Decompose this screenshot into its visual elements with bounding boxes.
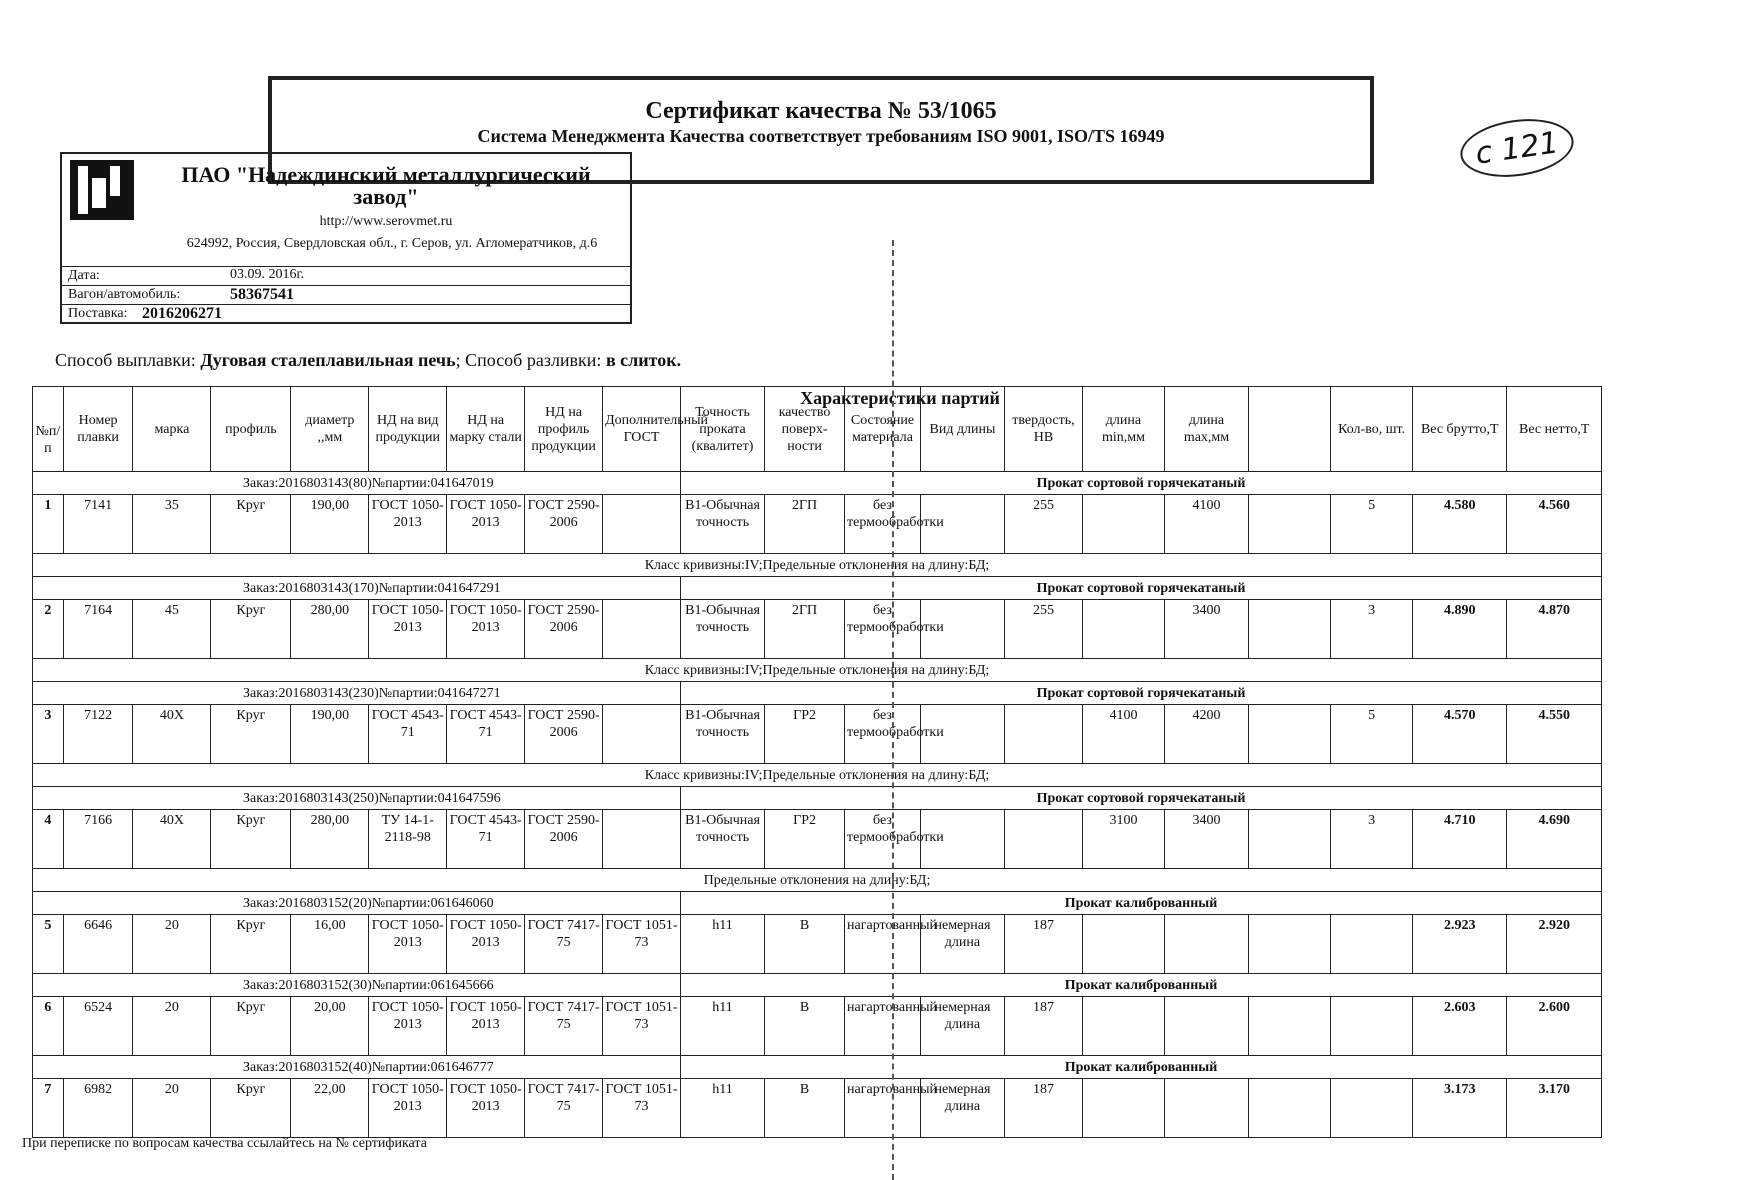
wagon-value: 58367541 <box>230 286 294 303</box>
data-cell: 40Х <box>133 705 211 764</box>
data-cell: 4.570 <box>1413 705 1507 764</box>
data-cell: 20 <box>133 997 211 1056</box>
data-cell: 5 <box>33 915 64 974</box>
data-cell: Круг <box>211 705 291 764</box>
fold-line <box>892 240 894 1180</box>
data-cell <box>603 705 681 764</box>
header-cell: твердость, НВ <box>1005 387 1083 472</box>
data-cell: без термообработки <box>845 600 921 659</box>
data-cell <box>1331 1079 1413 1138</box>
header-cell: Точность проката (квалитет) <box>680 387 764 472</box>
data-cell: 4100 <box>1164 495 1248 554</box>
order-cell: Заказ:2016803152(40)№партии:061646777 <box>33 1056 681 1079</box>
data-cell <box>603 600 681 659</box>
data-cell: 6524 <box>63 997 133 1056</box>
data-cell: ГОСТ 1051-73 <box>603 1079 681 1138</box>
data-cell: 187 <box>1005 997 1083 1056</box>
data-cell: ГОСТ 4543-71 <box>447 810 525 869</box>
header-cell: Вес нетто,Т <box>1507 387 1602 472</box>
data-cell: ГОСТ 1050-2013 <box>369 600 447 659</box>
table-row <box>33 1079 1602 1138</box>
data-cell <box>603 495 681 554</box>
data-cell: 3.173 <box>1413 1079 1507 1138</box>
note-row <box>33 869 1602 892</box>
header-cell: диаметр ,,мм <box>291 387 369 472</box>
data-cell: ГОСТ 1050-2013 <box>447 997 525 1056</box>
data-cell: 35 <box>133 495 211 554</box>
company-logo-icon <box>70 160 134 220</box>
data-cell <box>1249 915 1331 974</box>
product-type-cell: Прокат калиброванный <box>680 1056 1601 1079</box>
data-cell: 20 <box>133 915 211 974</box>
table-row <box>33 810 1602 869</box>
data-cell: h11 <box>680 997 764 1056</box>
data-cell: ГОСТ 1050-2013 <box>369 915 447 974</box>
date-value: 03.09. 2016г. <box>230 267 305 282</box>
data-cell: Круг <box>211 810 291 869</box>
order-cell: Заказ:2016803143(230)№партии:041647271 <box>33 682 681 705</box>
data-cell: 7 <box>33 1079 64 1138</box>
data-cell <box>1249 495 1331 554</box>
data-cell: ГОСТ 2590-2006 <box>525 600 603 659</box>
data-cell <box>1331 997 1413 1056</box>
data-cell: ГОСТ 2590-2006 <box>525 810 603 869</box>
data-cell: B1-Обычная точность <box>680 810 764 869</box>
order-row <box>33 787 1602 810</box>
data-cell: ГОСТ 2590-2006 <box>525 495 603 554</box>
data-cell <box>1331 915 1413 974</box>
data-cell <box>1249 997 1331 1056</box>
data-cell <box>1082 997 1164 1056</box>
data-cell: 2 <box>33 600 64 659</box>
note-row <box>33 554 1602 577</box>
data-cell: ГОСТ 7417-75 <box>525 997 603 1056</box>
data-cell: 280,00 <box>291 810 369 869</box>
data-cell: 3400 <box>1164 600 1248 659</box>
data-cell: ТУ 14-1-2118-98 <box>369 810 447 869</box>
order-row <box>33 682 1602 705</box>
order-row <box>33 472 1602 495</box>
table-title: Характеристики партий <box>800 388 1000 408</box>
data-cell <box>1082 600 1164 659</box>
data-cell: 2ГП <box>765 495 845 554</box>
data-cell: 187 <box>1005 1079 1083 1138</box>
data-cell: нагартованный <box>845 915 921 974</box>
data-cell <box>1164 997 1248 1056</box>
data-cell: 280,00 <box>291 600 369 659</box>
company-address: 624992, Россия, Свердловская обл., г. Серов, ул. Агломератчиков, д.6 <box>186 236 598 251</box>
note-cell: Предельные отклонения на длину:БД; <box>33 869 1602 892</box>
data-cell: ГОСТ 1050-2013 <box>369 997 447 1056</box>
data-cell: 190,00 <box>291 495 369 554</box>
data-cell <box>1249 705 1331 764</box>
data-cell <box>1005 810 1083 869</box>
data-cell <box>1249 1079 1331 1138</box>
company-url: http://www.serovmet.ru <box>319 214 453 229</box>
melting-method <box>55 350 681 371</box>
header-cell: Состояние материала <box>845 387 921 472</box>
data-cell: 4200 <box>1164 705 1248 764</box>
data-cell <box>1082 1079 1164 1138</box>
data-cell: ГОСТ 1051-73 <box>603 997 681 1056</box>
data-cell: 4.890 <box>1413 600 1507 659</box>
header-cell: качество поверх-ности <box>765 387 845 472</box>
order-row <box>33 577 1602 600</box>
header-cell: профиль <box>211 387 291 472</box>
table-row <box>33 705 1602 764</box>
batch-characteristics-table <box>32 386 1602 1138</box>
data-cell: ГОСТ 1050-2013 <box>447 915 525 974</box>
data-cell: 4 <box>33 810 64 869</box>
data-cell: Круг <box>211 915 291 974</box>
table-row <box>33 915 1602 974</box>
data-cell: 2ГП <box>765 600 845 659</box>
data-cell: h11 <box>680 1079 764 1138</box>
data-cell: В <box>765 997 845 1056</box>
data-cell: 3 <box>1331 810 1413 869</box>
product-type-cell: Прокат сортовой горячекатаный <box>680 682 1601 705</box>
note-cell: Класс кривизны:IV;Предельные отклонения на длину:БД; <box>33 764 1602 787</box>
data-cell: 20 <box>133 1079 211 1138</box>
data-cell: B1-Обычная точность <box>680 600 764 659</box>
method-label-1: Способ выплавки: <box>55 350 201 370</box>
data-cell: 4.560 <box>1507 495 1602 554</box>
wagon-label: Вагон/автомобиль: <box>68 287 181 302</box>
data-cell: 2.923 <box>1413 915 1507 974</box>
delivery-value: 2016206271 <box>142 305 222 322</box>
header-cell: НД на профиль продукции <box>525 387 603 472</box>
data-cell: 5 <box>1331 495 1413 554</box>
data-cell: ГР2 <box>765 705 845 764</box>
data-cell: ГР2 <box>765 810 845 869</box>
header-cell: Вид длины <box>920 387 1004 472</box>
header-cell: Дополнительный ГОСТ <box>603 387 681 472</box>
data-cell: 2.600 <box>1507 997 1602 1056</box>
data-cell: 2.603 <box>1413 997 1507 1056</box>
data-cell: 4.550 <box>1507 705 1602 764</box>
data-cell: В <box>765 915 845 974</box>
product-type-cell: Прокат сортовой горячекатаный <box>680 577 1601 600</box>
data-cell: ГОСТ 2590-2006 <box>525 705 603 764</box>
method-value-2: в слиток. <box>605 350 682 370</box>
data-cell: нагартованный <box>845 1079 921 1138</box>
data-cell <box>1082 495 1164 554</box>
data-cell: 3 <box>1331 600 1413 659</box>
product-type-cell: Прокат калиброванный <box>680 892 1601 915</box>
data-cell: 7166 <box>63 810 133 869</box>
data-cell: Круг <box>211 997 291 1056</box>
delivery-row <box>62 304 630 324</box>
data-cell: ГОСТ 4543-71 <box>447 705 525 764</box>
data-cell: 16,00 <box>291 915 369 974</box>
note-row <box>33 764 1602 787</box>
data-cell: без термообработки <box>845 495 921 554</box>
data-cell: ГОСТ 7417-75 <box>525 1079 603 1138</box>
data-cell: B1-Обычная точность <box>680 495 764 554</box>
note-cell: Класс кривизны:IV;Предельные отклонения на длину:БД; <box>33 659 1602 682</box>
product-type-cell: Прокат сортовой горячекатаный <box>680 787 1601 810</box>
order-cell: Заказ:2016803143(170)№партии:041647291 <box>33 577 681 600</box>
data-cell: 4100 <box>1082 705 1164 764</box>
data-cell <box>1005 705 1083 764</box>
data-cell: 255 <box>1005 495 1083 554</box>
certificate-title: Сертификат качества № 53/1065 <box>645 98 997 124</box>
data-cell: 6982 <box>63 1079 133 1138</box>
data-cell: ГОСТ 1050-2013 <box>369 1079 447 1138</box>
data-cell: ГОСТ 4543-71 <box>369 705 447 764</box>
data-cell: B1-Обычная точность <box>680 705 764 764</box>
data-cell: 4.690 <box>1507 810 1602 869</box>
data-cell: 7164 <box>63 600 133 659</box>
data-cell: 3.170 <box>1507 1079 1602 1138</box>
data-cell <box>1164 915 1248 974</box>
data-cell: 6 <box>33 997 64 1056</box>
data-cell: 4.870 <box>1507 600 1602 659</box>
data-cell: Круг <box>211 495 291 554</box>
data-cell: 5 <box>1331 705 1413 764</box>
data-cell: ГОСТ 1050-2013 <box>447 600 525 659</box>
data-cell: 190,00 <box>291 705 369 764</box>
product-type-cell: Прокат калиброванный <box>680 974 1601 997</box>
method-value-1: Дуговая сталеплавильная печь <box>200 350 456 370</box>
data-cell: 3100 <box>1082 810 1164 869</box>
data-cell: 7141 <box>63 495 133 554</box>
footer-note: При переписке по вопросам качества ссылайтесь на № сертификата <box>22 1136 427 1151</box>
product-type-cell: Прокат сортовой горячекатаный <box>680 472 1601 495</box>
data-cell <box>1082 915 1164 974</box>
data-cell: ГОСТ 1050-2013 <box>447 495 525 554</box>
wagon-row <box>62 285 630 305</box>
data-cell <box>1249 600 1331 659</box>
header-cell: №п/п <box>33 387 64 472</box>
data-cell <box>603 810 681 869</box>
data-cell: ГОСТ 1051-73 <box>603 915 681 974</box>
data-cell: 255 <box>1005 600 1083 659</box>
delivery-label: Поставка: <box>68 306 128 321</box>
order-cell: Заказ:2016803152(20)№партии:061646060 <box>33 892 681 915</box>
data-cell: 7122 <box>63 705 133 764</box>
data-cell: 20,00 <box>291 997 369 1056</box>
order-cell: Заказ:2016803143(80)№партии:041647019 <box>33 472 681 495</box>
data-cell: Круг <box>211 1079 291 1138</box>
data-cell: h11 <box>680 915 764 974</box>
data-cell: В <box>765 1079 845 1138</box>
date-label: Дата: <box>68 268 100 283</box>
data-cell: 40Х <box>133 810 211 869</box>
certificate-subtitle: Система Менеджмента Качества соответствует требованиям ISO 9001, ISO/TS 16949 <box>477 126 1165 146</box>
date-row <box>62 266 630 286</box>
method-label-2: ; Способ разливки: <box>455 350 606 370</box>
data-cell: 1 <box>33 495 64 554</box>
data-cell: нагартованный <box>845 997 921 1056</box>
data-cell: 3400 <box>1164 810 1248 869</box>
data-cell: без термообработки <box>845 810 921 869</box>
header-cell: НД на вид продукции <box>369 387 447 472</box>
header-cell: Вес брутто,Т <box>1413 387 1507 472</box>
table-row <box>33 600 1602 659</box>
data-cell: 187 <box>1005 915 1083 974</box>
data-cell: без термообработки <box>845 705 921 764</box>
table-row <box>33 997 1602 1056</box>
note-cell: Класс кривизны:IV;Предельные отклонения на длину:БД; <box>33 554 1602 577</box>
data-cell: 4.710 <box>1413 810 1507 869</box>
company-name: ПАО "Надеждинский металлургический завод" <box>181 162 591 209</box>
data-cell: немерная длина <box>920 915 1004 974</box>
company-box <box>60 152 632 324</box>
data-cell: Круг <box>211 600 291 659</box>
order-row <box>33 1056 1602 1079</box>
data-cell: ГОСТ 7417-75 <box>525 915 603 974</box>
data-cell: немерная длина <box>920 997 1004 1056</box>
header-cell: НД на марку стали <box>447 387 525 472</box>
data-cell <box>1249 810 1331 869</box>
data-cell: 4.580 <box>1413 495 1507 554</box>
handwritten-stamp: c 121 <box>1457 112 1578 183</box>
header-cell: Номер плавки <box>63 387 133 472</box>
header-cell: длина min,мм <box>1082 387 1164 472</box>
order-cell: Заказ:2016803152(30)№партии:061645666 <box>33 974 681 997</box>
data-cell: немерная длина <box>920 1079 1004 1138</box>
header-cell: марка <box>133 387 211 472</box>
data-cell: 6646 <box>63 915 133 974</box>
header-cell: длина max,мм <box>1164 387 1248 472</box>
order-row <box>33 974 1602 997</box>
data-cell: 45 <box>133 600 211 659</box>
note-row <box>33 659 1602 682</box>
data-cell: 22,00 <box>291 1079 369 1138</box>
data-cell: ГОСТ 1050-2013 <box>369 495 447 554</box>
header-cell: Кол-во, шт. <box>1331 387 1413 472</box>
table-row <box>33 495 1602 554</box>
header-cell <box>1249 387 1331 472</box>
order-cell: Заказ:2016803143(250)№партии:041647596 <box>33 787 681 810</box>
order-row <box>33 892 1602 915</box>
data-cell <box>1164 1079 1248 1138</box>
data-cell: 2.920 <box>1507 915 1602 974</box>
data-cell: 3 <box>33 705 64 764</box>
data-cell: ГОСТ 1050-2013 <box>447 1079 525 1138</box>
